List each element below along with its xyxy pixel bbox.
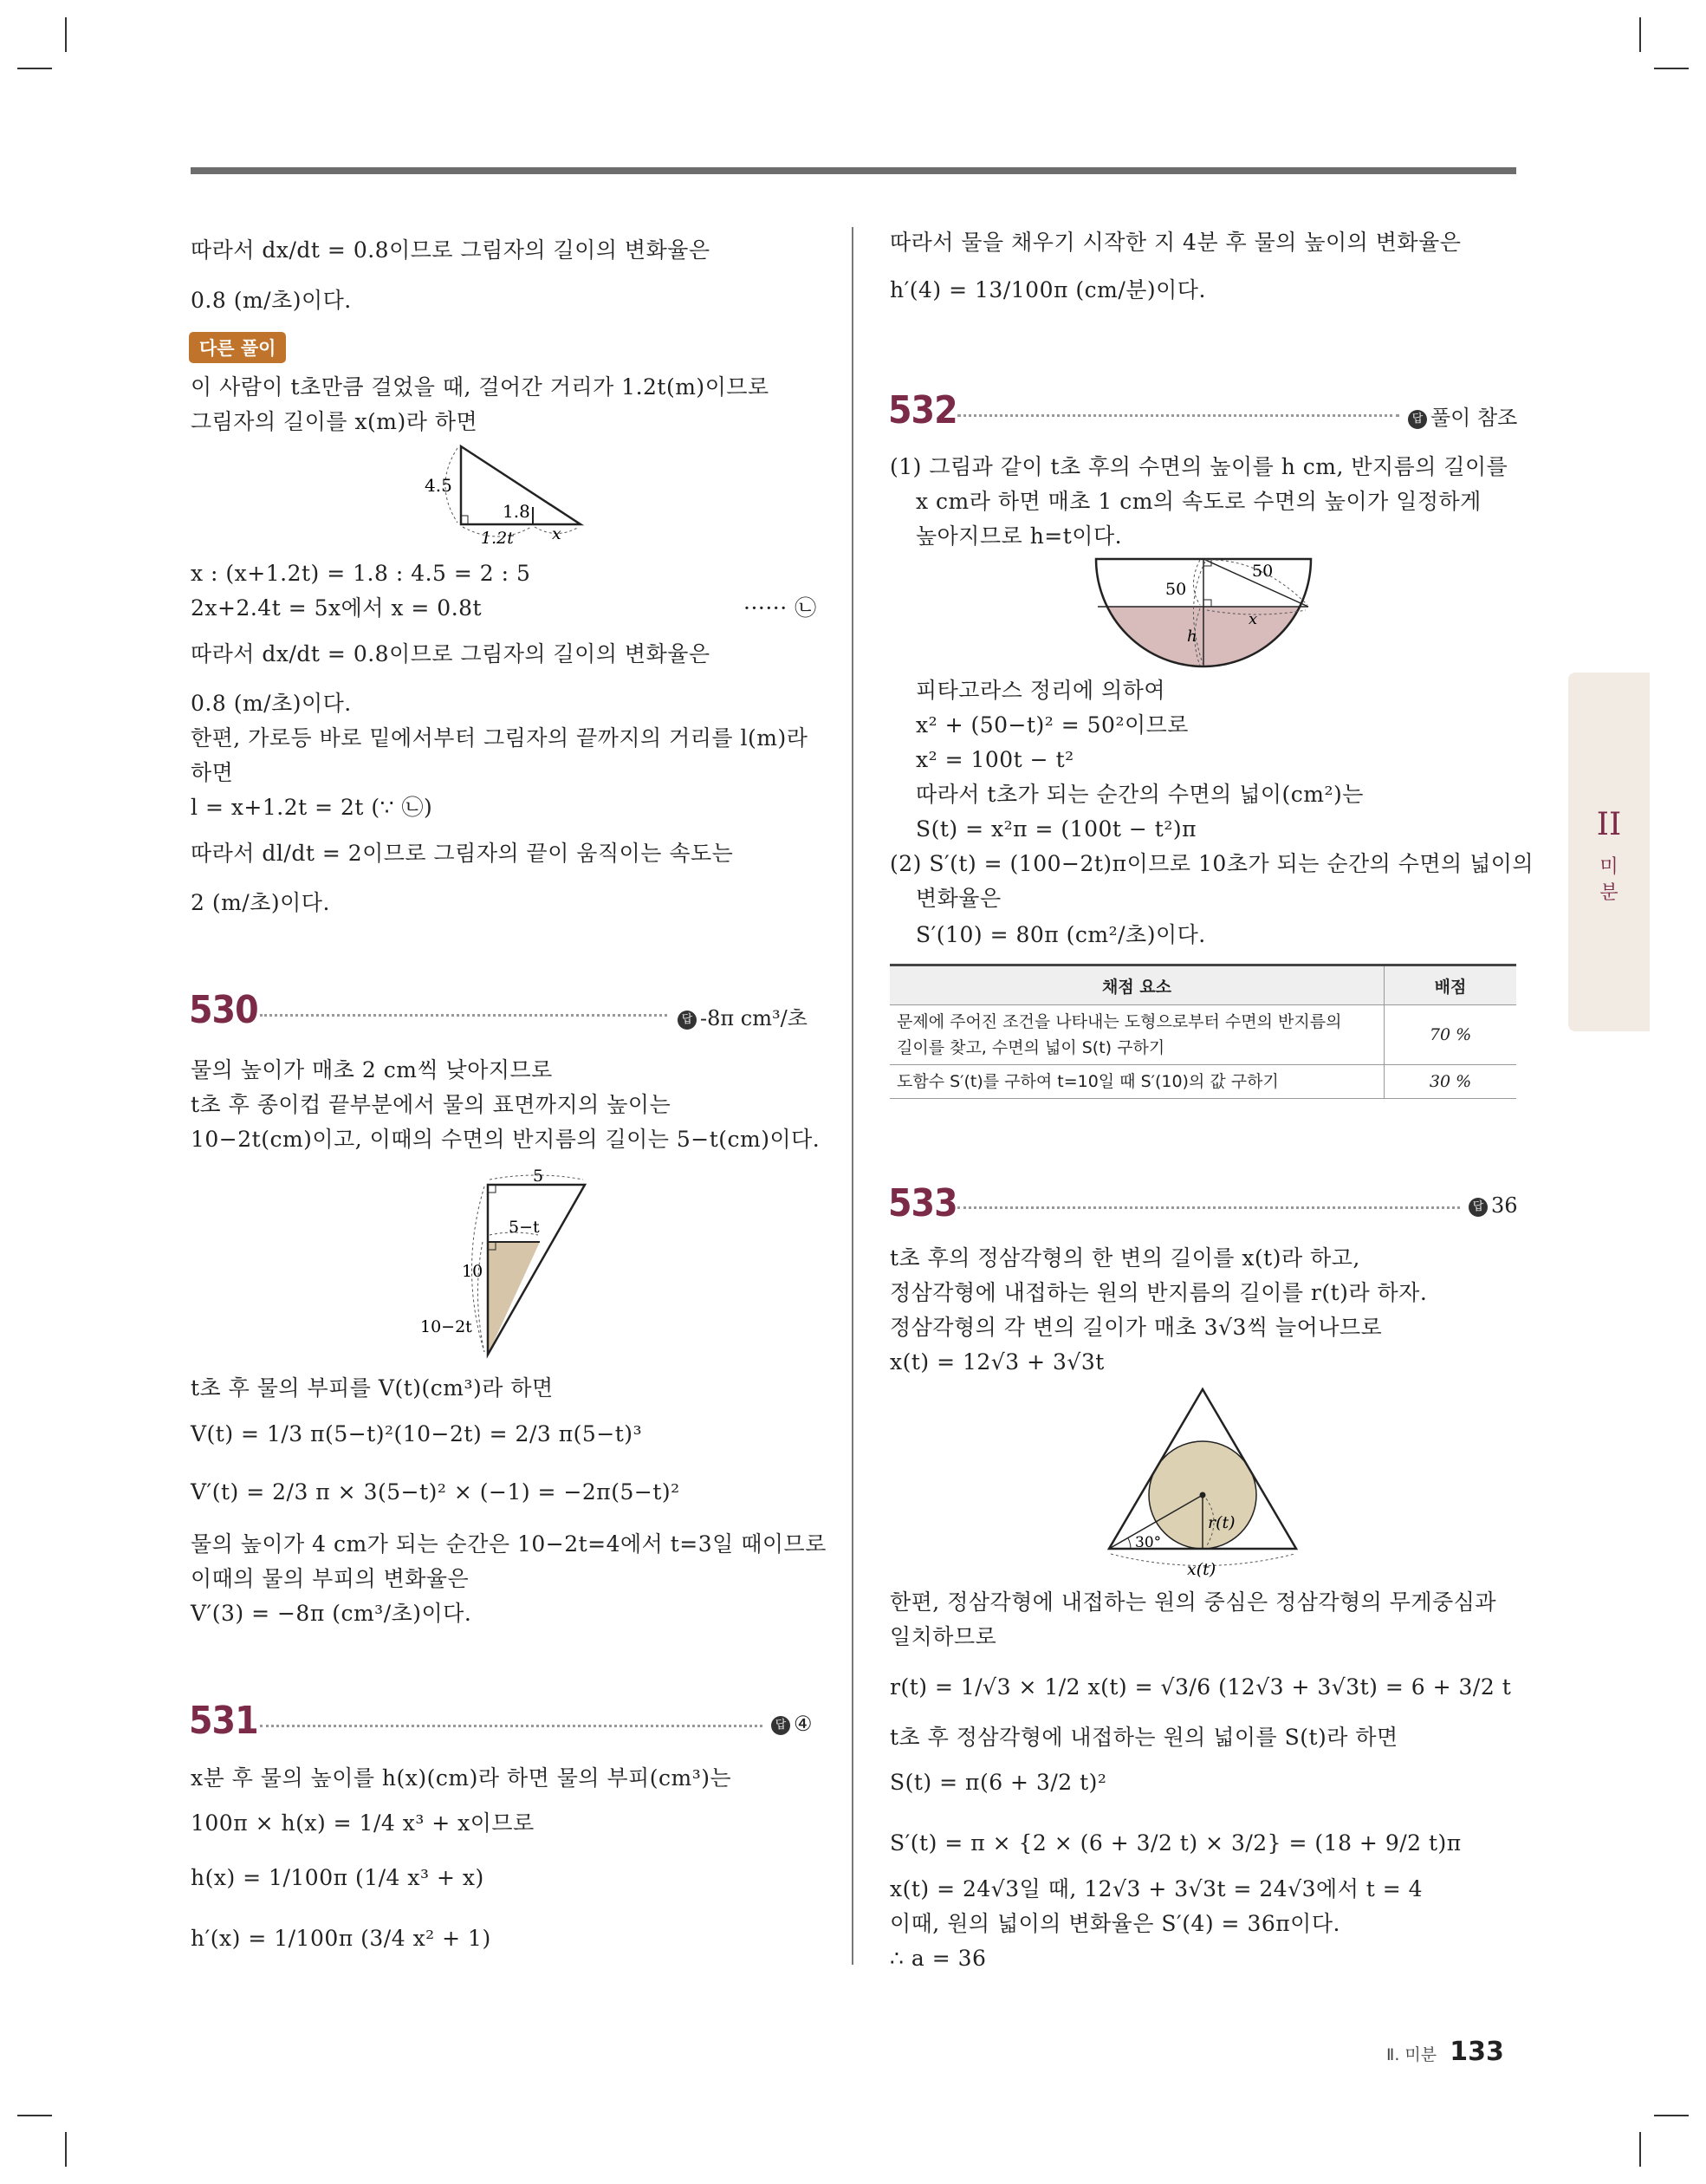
chapter-roman: II	[1596, 807, 1622, 842]
answer-icon: 답	[1469, 1198, 1488, 1217]
problem-number: 530	[189, 988, 258, 1032]
chapter-title: 미 분	[1599, 856, 1618, 904]
table-cell: 30 %	[1385, 1065, 1517, 1099]
text-line: V′(3) = −8π (cm³/초)이다.	[191, 1601, 472, 1626]
text-line: 0.8 (m/초)이다.	[191, 288, 352, 313]
problem-number: 533	[888, 1181, 957, 1225]
text-line: 따라서 dx/dt = 0.8이므로 그림자의 길이의 변화율은	[191, 641, 710, 666]
crop-mark	[65, 17, 67, 52]
text-line: V′(t) = 2/3 π × 3(5−t)² × (−1) = −2π(5−t)²	[191, 1479, 680, 1505]
answer-icon: 답	[1408, 410, 1427, 429]
text-line: x² = 100t − t²	[916, 747, 1074, 772]
text-line: 이 사람이 t초만큼 걸었을 때, 걸어간 거리가 1.2t(m)이므로	[191, 374, 769, 400]
text-line: 따라서 dx/dt = 0.8이므로 그림자의 길이의 변화율은	[191, 237, 710, 263]
fig-label: h	[1187, 627, 1197, 646]
crop-mark	[17, 68, 52, 69]
fig-label: 1.8	[503, 501, 530, 522]
leader-dots	[260, 1014, 667, 1017]
equation-marker: ······ ㉡	[743, 595, 817, 621]
fig-label: 4.5	[425, 475, 452, 496]
fig-label: x	[1249, 610, 1258, 628]
text-line: x : (x+1.2t) = 1.8 : 4.5 = 2 : 5	[191, 561, 531, 586]
text-line: (2) S′(t) = (100−2t)π이므로 10초가 되는 순간의 수면의 넓이의	[890, 851, 1534, 876]
chapter-side-tab	[1568, 673, 1650, 1031]
text-line: 따라서 물을 채우기 시작한 지 4분 후 물의 높이의 변화율은	[890, 230, 1462, 255]
text-line: 따라서 t초가 되는 순간의 수면의 넓이(cm²)는	[916, 782, 1364, 807]
crop-mark	[1654, 68, 1689, 69]
text-line: S(t) = x²π = (100t − t²)π	[916, 816, 1197, 842]
fig-label: 10−2t	[420, 1317, 472, 1336]
problem-answer: 답 -8π cm³/초	[678, 1001, 808, 1031]
text-line: 하면	[191, 760, 234, 785]
text-line: x(t) = 12√3 + 3√3t	[890, 1349, 1105, 1375]
table-header: 채점 요소	[890, 965, 1385, 1005]
problem-answer: 답 풀이 참조	[1408, 400, 1517, 431]
crop-mark	[65, 2132, 67, 2167]
crop-mark	[17, 2115, 52, 2116]
footer-section: Ⅱ. 미분	[1386, 2045, 1437, 2064]
table-cell: 70 %	[1385, 1005, 1517, 1065]
fig-label: x(t)	[1187, 1560, 1216, 1579]
fig-label: 50	[1165, 580, 1187, 599]
crop-mark	[1639, 17, 1641, 52]
grading-table	[890, 964, 1516, 1099]
text-line: (1) 그림과 같이 t초 후의 수면의 높이를 h cm, 반지름의 길이를	[890, 454, 1508, 479]
crop-mark	[1654, 2115, 1689, 2116]
page-number: 133	[1450, 2037, 1504, 2067]
hemisphere-bowl-figure	[1087, 555, 1321, 676]
text-line: ∴ a = 36	[890, 1946, 987, 1971]
table-row	[890, 1065, 1516, 1099]
text-line: t초 후의 정삼각형의 한 변의 길이를 x(t)라 하고,	[890, 1245, 1360, 1271]
problem-number: 532	[888, 388, 957, 432]
text-line: 일치하므로	[890, 1624, 997, 1649]
text-line: 물의 높이가 매초 2 cm씩 낮아지므로	[191, 1057, 553, 1082]
text-line: 2 (m/초)이다.	[191, 890, 330, 915]
fig-label: 50	[1252, 562, 1274, 581]
header-rule	[191, 167, 1516, 174]
answer-icon: 답	[771, 1716, 790, 1735]
cone-figure	[412, 1166, 598, 1365]
problem-answer: 답 ④	[771, 1712, 813, 1736]
leader-dots	[957, 1206, 1460, 1209]
text-line: 이때, 원의 넓이의 변화율은 S′(4) = 36π이다.	[890, 1911, 1340, 1936]
fig-label: 1.2t	[481, 529, 514, 546]
text-line: 물의 높이가 4 cm가 되는 순간은 10−2t=4에서 t=3일 때이므로	[191, 1531, 827, 1557]
text-line: S′(t) = π × {2 × (6 + 3/2 t) × 3/2} = (18 + 9/2 t)π	[890, 1830, 1462, 1856]
text-line: 피타고라스 정리에 의하여	[916, 678, 1166, 703]
column-divider	[852, 227, 853, 1965]
text-line: 그림자의 길이를 x(m)라 하면	[191, 409, 478, 434]
leader-dots	[957, 414, 1399, 417]
problem-number: 531	[189, 1699, 258, 1743]
text-line: t초 후 물의 부피를 V(t)(cm³)라 하면	[191, 1375, 554, 1401]
crop-mark	[1639, 2132, 1641, 2167]
text-line: x분 후 물의 높이를 h(x)(cm)라 하면 물의 부피(cm³)는	[191, 1765, 732, 1791]
shadow-triangle-figure	[416, 438, 598, 546]
table-cell: 문제에 주어진 조건을 나타내는 도형으로부터 수면의 반지름의 길이를 찾고, 수면의 넓이 S(t) 구하기	[890, 1005, 1385, 1065]
page-footer	[1386, 2037, 1504, 2067]
text-line: 0.8 (m/초)이다.	[191, 691, 352, 716]
text-line: x cm라 하면 매초 1 cm의 속도로 수면의 높이가 일정하게	[916, 489, 1482, 514]
text-line: x² + (50−t)² = 50²이므로	[916, 712, 1189, 738]
text-line: S(t) = π(6 + 3/2 t)²	[890, 1770, 1107, 1795]
text-line: x(t) = 24√3일 때, 12√3 + 3√3t = 24√3에서 t = 4	[890, 1876, 1424, 1901]
text-line: 변화율은	[916, 886, 1002, 911]
text-line: 2x+2.4t = 5x에서 x = 0.8t	[191, 595, 483, 621]
text-line: t초 후 정삼각형에 내접하는 원의 넓이를 S(t)라 하면	[890, 1725, 1398, 1750]
text-line: 정삼각형에 내접하는 원의 반지름의 길이를 r(t)라 하자.	[890, 1280, 1428, 1305]
fig-label: r(t)	[1208, 1513, 1236, 1532]
text-line: 정삼각형의 각 변의 길이가 매초 3√3씩 늘어나므로	[890, 1315, 1383, 1340]
fig-label: 5−t	[509, 1218, 540, 1237]
triangle-incircle-figure	[1100, 1382, 1308, 1582]
leader-dots	[260, 1725, 762, 1727]
answer-icon: 답	[678, 1011, 697, 1030]
text-line: V(t) = 1/3 π(5−t)²(10−2t) = 2/3 π(5−t)³	[191, 1421, 643, 1446]
alt-solution-tag: 다른 풀이	[189, 332, 286, 363]
text-line: 한편, 정삼각형에 내접하는 원의 중심은 정삼각형의 무게중심과	[890, 1589, 1497, 1615]
text-line: h′(x) = 1/100π (3/4 x² + 1)	[191, 1926, 491, 1951]
text-line: 높아지므로 h=t이다.	[916, 523, 1123, 549]
text-line: 100π × h(x) = 1/4 x³ + x이므로	[191, 1810, 535, 1836]
table-cell: 도함수 S′(t)를 구하여 t=10일 때 S′(10)의 값 구하기	[890, 1065, 1385, 1099]
text-line: S′(10) = 80π (cm²/초)이다.	[916, 922, 1206, 947]
fig-label: 30°	[1135, 1534, 1162, 1551]
text-line: 한편, 가로등 바로 밑에서부터 그림자의 끝까지의 거리를 l(m)라	[191, 725, 808, 751]
fig-label: x	[552, 524, 561, 543]
table-row	[890, 1005, 1516, 1065]
text-line: 10−2t(cm)이고, 이때의 수면의 반지름의 길이는 5−t(cm)이다.	[191, 1127, 821, 1152]
text-line: h(x) = 1/100π (1/4 x³ + x)	[191, 1865, 484, 1890]
table-header: 배점	[1385, 965, 1517, 1005]
text-line: h′(4) = 13/100π (cm/분)이다.	[890, 277, 1206, 302]
text-line: 이때의 물의 부피의 변화율은	[191, 1566, 470, 1591]
text-line: l = x+1.2t = 2t (∵ ㉡)	[191, 795, 433, 820]
fig-label: 10	[462, 1262, 483, 1281]
text-line: r(t) = 1/√3 × 1/2 x(t) = √3/6 (12√3 + 3√3t) = 6 + 3/2 t	[890, 1674, 1512, 1700]
text-line: 따라서 dl/dt = 2이므로 그림자의 끝이 움직이는 속도는	[191, 841, 734, 866]
fig-label: 5	[533, 1167, 544, 1186]
text-line: t초 후 종이컵 끝부분에서 물의 표면까지의 높이는	[191, 1092, 671, 1117]
problem-answer: 답 36	[1469, 1193, 1518, 1218]
